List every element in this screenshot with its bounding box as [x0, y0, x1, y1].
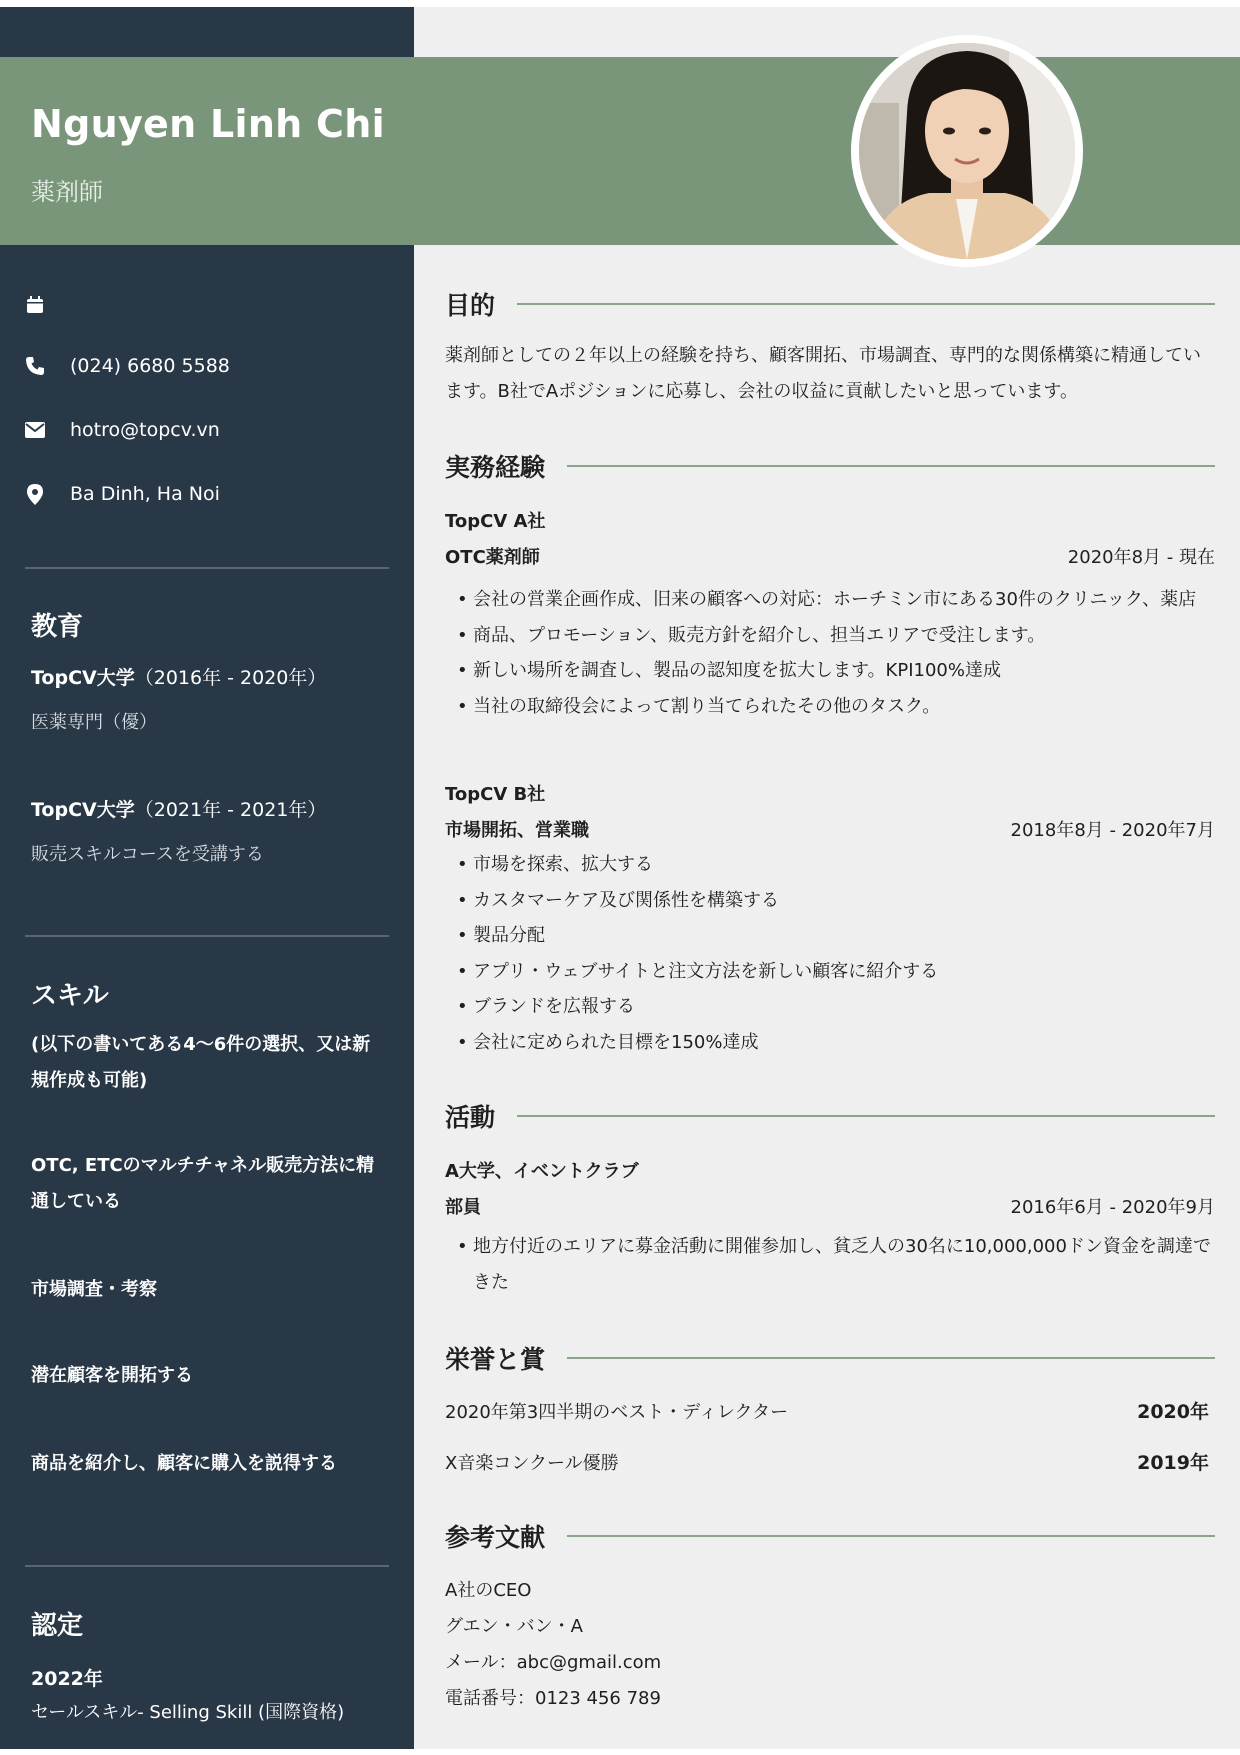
award-1-year: 2020年 [1137, 1401, 1209, 1423]
skills-heading: スキル [31, 981, 109, 1011]
sidebar [0, 7, 414, 1749]
skill-item-4: 商品を紹介し、顧客に購入を説得する [31, 1453, 337, 1474]
section-rule [567, 1535, 1215, 1537]
section-rule [517, 1115, 1215, 1117]
objective-heading: 目的 [445, 291, 496, 320]
job-2-bullet-3: • 製品分配 [455, 918, 1215, 954]
skill-item-3: 潜在顧客を開拓する [31, 1365, 193, 1386]
education-detail-1: 医薬専門（優） [31, 712, 157, 733]
email-text[interactable]: hotro@topcv.vn [70, 419, 220, 441]
activity-bullet-1: • 地方付近のエリアに募金活動に開催参加し、貧乏人の30名に10,000,000ドン資金を調達できた [455, 1229, 1215, 1300]
reference-line-3: メール：abc@gmail.com [445, 1652, 662, 1673]
job-2-company: TopCV B社 [445, 784, 546, 805]
experience-heading: 実務経験 [445, 453, 546, 482]
envelope-icon [24, 419, 46, 441]
certification-year: 2022年 [31, 1668, 103, 1690]
awards-section-header [445, 1340, 1215, 1376]
reference-line-4: 電話番号：0123 456 789 [445, 1688, 661, 1709]
candidate-name: Nguyen Linh Chi [31, 102, 385, 146]
job-2-bullet-5: • ブランドを広報する [455, 989, 1215, 1025]
sidebar-divider [25, 1565, 389, 1567]
calendar-icon [24, 294, 46, 316]
job-2-bullets [455, 847, 1215, 1060]
reference-line-2: グエン・バン・A [445, 1616, 583, 1637]
objective-text: 薬剤師としての２年以上の経験を持ち、顧客開拓、市場調査、専門的な関係構築に精通しています。B社でAポジションに応募し、会社の収益に貢献したいと思っています。 [445, 345, 1201, 402]
job-1-bullets [455, 582, 1215, 724]
activities-section-header [445, 1098, 1215, 1134]
education-item-2 [31, 795, 326, 822]
education-school-1: TopCV大学 [31, 667, 135, 689]
certification-name: セールスキル- Selling Skill (国際資格) [31, 1702, 345, 1723]
location-pin-icon [24, 483, 46, 505]
contact-email [24, 415, 220, 445]
awards-heading: 栄誉と賞 [445, 1345, 546, 1374]
contact-address [24, 479, 220, 509]
activity-role: 部員 [445, 1197, 481, 1218]
education-period-1: （2016年 - 2020年） [134, 667, 327, 689]
phone-text[interactable]: (024) 6680 5588 [70, 355, 230, 377]
award-2-title: X音楽コンクール優勝 [445, 1453, 619, 1474]
job-1-bullet-2: • 商品、プロモーション、販売方針を紹介し、担当エリアで受注します。 [455, 618, 1215, 654]
activities-heading: 活動 [445, 1103, 496, 1132]
education-school-2: TopCV大学 [31, 799, 135, 821]
portrait-photo-icon [859, 43, 1075, 259]
section-rule [567, 465, 1215, 467]
phone-icon [24, 355, 46, 377]
award-1-title: 2020年第3四半期のベスト・ディレクター [445, 1402, 789, 1423]
contact-birthday [24, 290, 70, 320]
activity-org: A大学、イベントクラブ [445, 1161, 639, 1182]
job-2-bullet-1: • 市場を探索、拡大する [455, 847, 1215, 883]
objective-section-header [445, 286, 1215, 322]
skill-item-2: 市場調査・考察 [31, 1279, 157, 1300]
job-1-period: 2020年8月 - 現在 [1067, 547, 1215, 568]
job-2-role: 市場開拓、営業職 [445, 820, 589, 841]
activity-bullets [455, 1229, 1215, 1300]
job-1-company: TopCV A社 [445, 511, 546, 532]
address-text: Ba Dinh, Ha Noi [70, 483, 220, 505]
job-2-bullet-6: • 会社に定められた目標を150%達成 [455, 1025, 1215, 1061]
education-period-2: （2021年 - 2021年） [134, 799, 327, 821]
job-2-bullet-4: • アプリ・ウェブサイトと注文方法を新しい顧客に紹介する [455, 954, 1215, 990]
section-rule [517, 303, 1215, 305]
job-2-bullet-2: • カスタマーケア及び関係性を構築する [455, 883, 1215, 919]
certification-heading: 認定 [31, 1611, 84, 1641]
job-title: 薬剤師 [31, 178, 103, 206]
award-2-year: 2019年 [1137, 1452, 1209, 1474]
job-1-bullet-4: • 当社の取締役会によって割り当てられたその他のタスク。 [455, 689, 1215, 725]
avatar [851, 35, 1083, 267]
contact-phone [24, 351, 230, 381]
education-heading: 教育 [31, 612, 84, 642]
activity-period: 2016年6月 - 2020年9月 [1010, 1197, 1215, 1218]
skill-item-1: OTC, ETCのマルチチャネル販売方法に精通している [31, 1155, 375, 1212]
section-rule [567, 1357, 1215, 1359]
skills-note: (以下の書いてある4～6件の選択、又は新規作成も可能) [31, 1034, 371, 1091]
job-1-bullet-3: • 新しい場所を調査し、製品の認知度を拡大します。KPI100%達成 [455, 653, 1215, 689]
references-heading: 参考文献 [445, 1523, 546, 1552]
sidebar-divider [25, 567, 389, 569]
references-section-header [445, 1518, 1215, 1554]
experience-section-header [445, 448, 1215, 484]
job-1-role: OTC薬剤師 [445, 547, 540, 568]
job-2-period: 2018年8月 - 2020年7月 [1010, 820, 1215, 841]
reference-line-1: A社のCEO [445, 1580, 532, 1601]
education-item-1 [31, 663, 326, 690]
education-detail-2: 販売スキルコースを受講する [31, 844, 264, 865]
job-1-bullet-1: • 会社の営業企画作成、旧来の顧客への対応：ホーチミン市にある30件のクリニック、薬店 [455, 582, 1215, 618]
sidebar-divider [25, 935, 389, 937]
